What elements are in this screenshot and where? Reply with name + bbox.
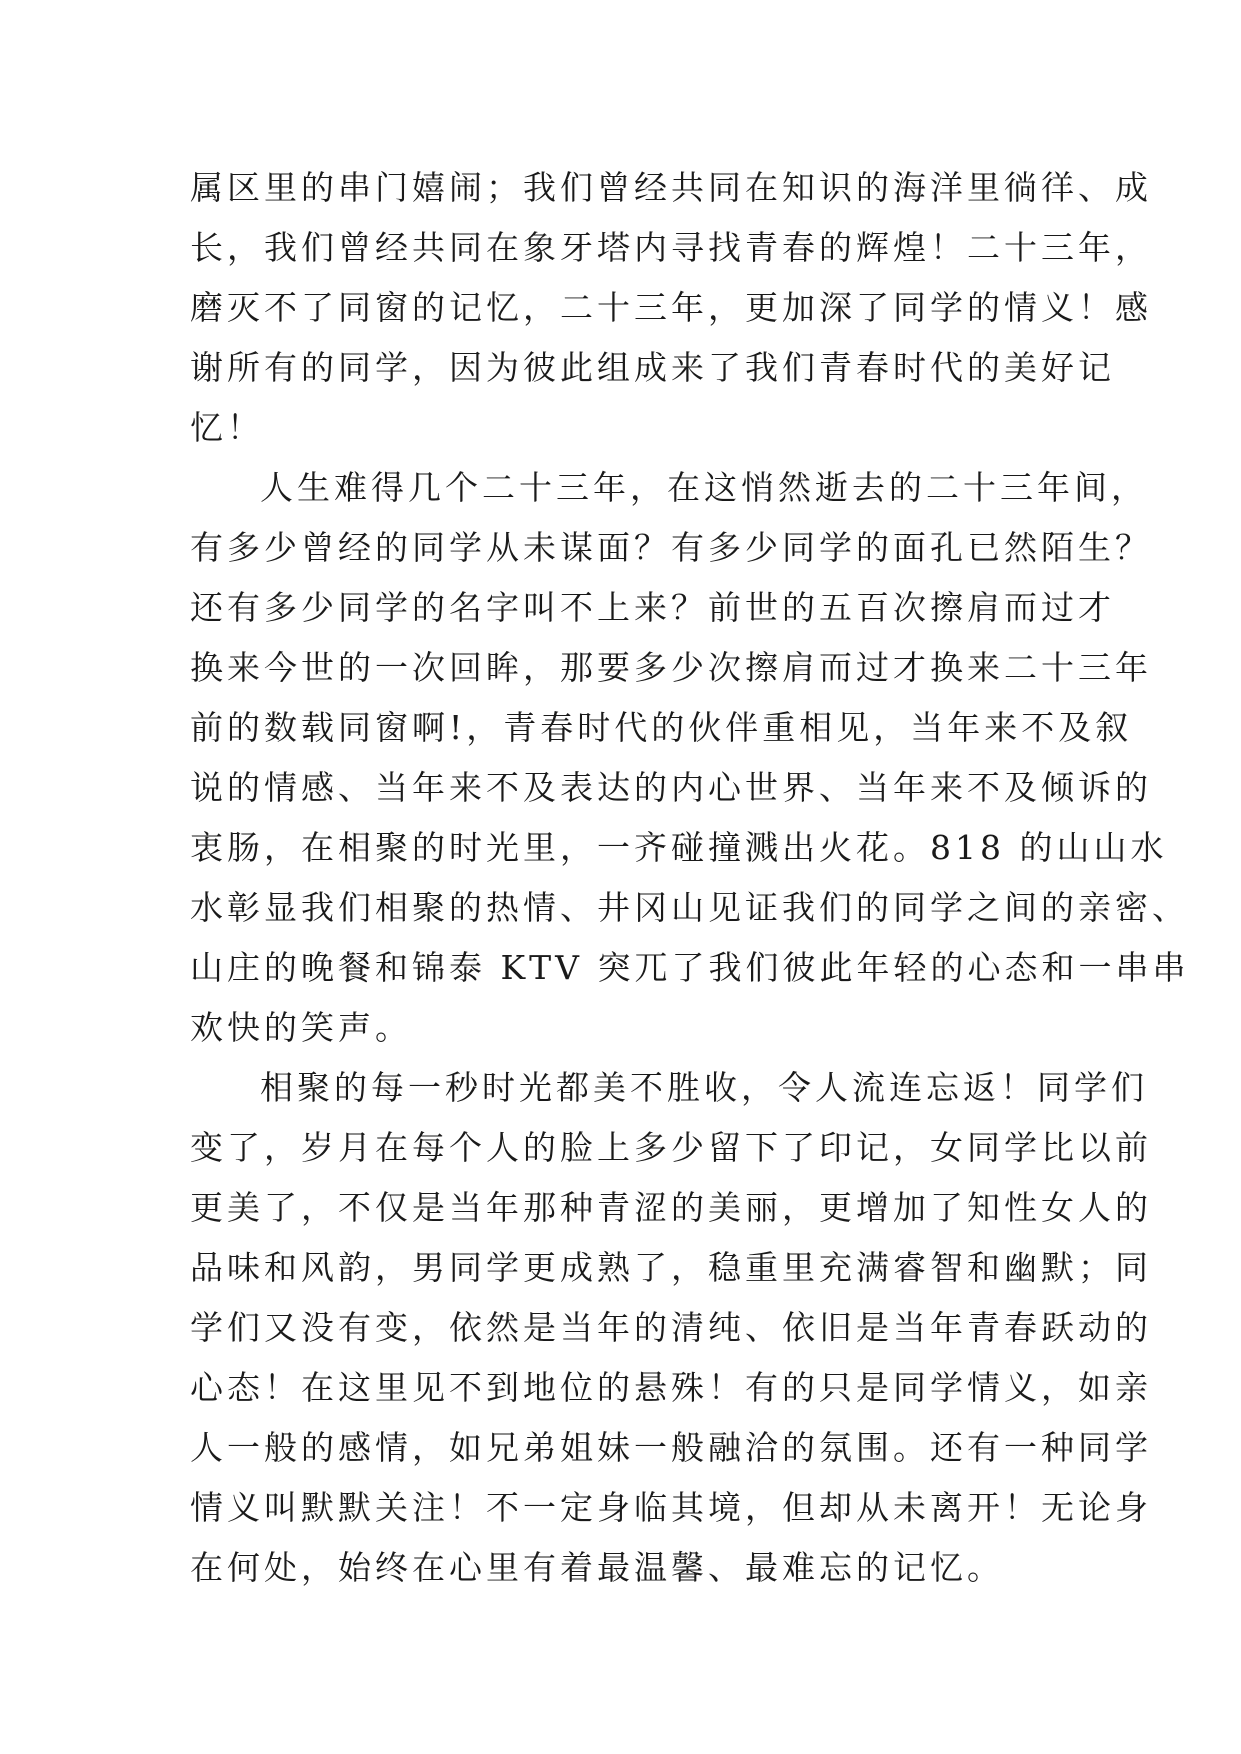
paragraph-1 xyxy=(190,158,1152,458)
text-line: 换来今世的一次回眸，那要多少次擦肩而过才换来二十三年 xyxy=(190,648,1152,687)
text-line: 人生难得几个二十三年，在这悄然逝去的二十三年间， xyxy=(260,468,1148,507)
text-line: 品味和风韵，男同学更成熟了，稳重里充满睿智和幽默；同 xyxy=(190,1248,1152,1287)
text-line: 情义叫默默关注！不一定身临其境，但却从未离开！无论身 xyxy=(190,1488,1152,1527)
text-line: 忆！ xyxy=(190,408,264,447)
text-line: 磨灭不了同窗的记忆，二十三年，更加深了同学的情义！感 xyxy=(190,288,1152,327)
body-text xyxy=(190,158,1190,1598)
text-line: 长，我们曾经共同在象牙塔内寻找青春的辉煌！二十三年， xyxy=(190,228,1152,267)
text-line: 属区里的串门嬉闹；我们曾经共同在知识的海洋里徜徉、成 xyxy=(190,168,1152,207)
text-line: 变了，岁月在每个人的脸上多少留下了印记，女同学比以前 xyxy=(190,1128,1152,1167)
text-line: 人一般的感情，如兄弟姐妹一般融洽的氛围。还有一种同学 xyxy=(190,1428,1152,1467)
text-line: 心态！在这里见不到地位的悬殊！有的只是同学情义，如亲 xyxy=(190,1368,1152,1407)
text-line: 衷肠，在相聚的时光里，一齐碰撞溅出火花。818 的山山水 xyxy=(190,828,1168,867)
text-line: 山庄的晚餐和锦泰 KTV 突兀了我们彼此年轻的心态和一串串 xyxy=(190,948,1190,987)
text-line: 学们又没有变，依然是当年的清纯、依旧是当年青春跃动的 xyxy=(190,1308,1152,1347)
text-line: 有多少曾经的同学从未谋面？有多少同学的面孔已然陌生？ xyxy=(190,528,1152,567)
text-line: 在何处，始终在心里有着最温馨、最难忘的记忆。 xyxy=(190,1548,1004,1587)
text-line: 还有多少同学的名字叫不上来？前世的五百次擦肩而过才 xyxy=(190,588,1115,627)
text-line: 水彰显我们相聚的热情、井冈山见证我们的同学之间的亲密、 xyxy=(190,888,1189,927)
text-line: 相聚的每一秒时光都美不胜收，令人流连忘返！同学们 xyxy=(260,1068,1148,1107)
text-line: 谢所有的同学，因为彼此组成来了我们青春时代的美好记 xyxy=(190,348,1115,387)
text-line: 更美了，不仅是当年那种青涩的美丽，更增加了知性女人的 xyxy=(190,1188,1152,1227)
text-line: 前的数载同窗啊!，青春时代的伙伴重相见，当年来不及叙 xyxy=(190,708,1133,747)
paragraph-3 xyxy=(190,1058,1152,1598)
paragraph-2 xyxy=(190,458,1190,1058)
text-line: 说的情感、当年来不及表达的内心世界、当年来不及倾诉的 xyxy=(190,768,1152,807)
text-line: 欢快的笑声。 xyxy=(190,1008,412,1047)
